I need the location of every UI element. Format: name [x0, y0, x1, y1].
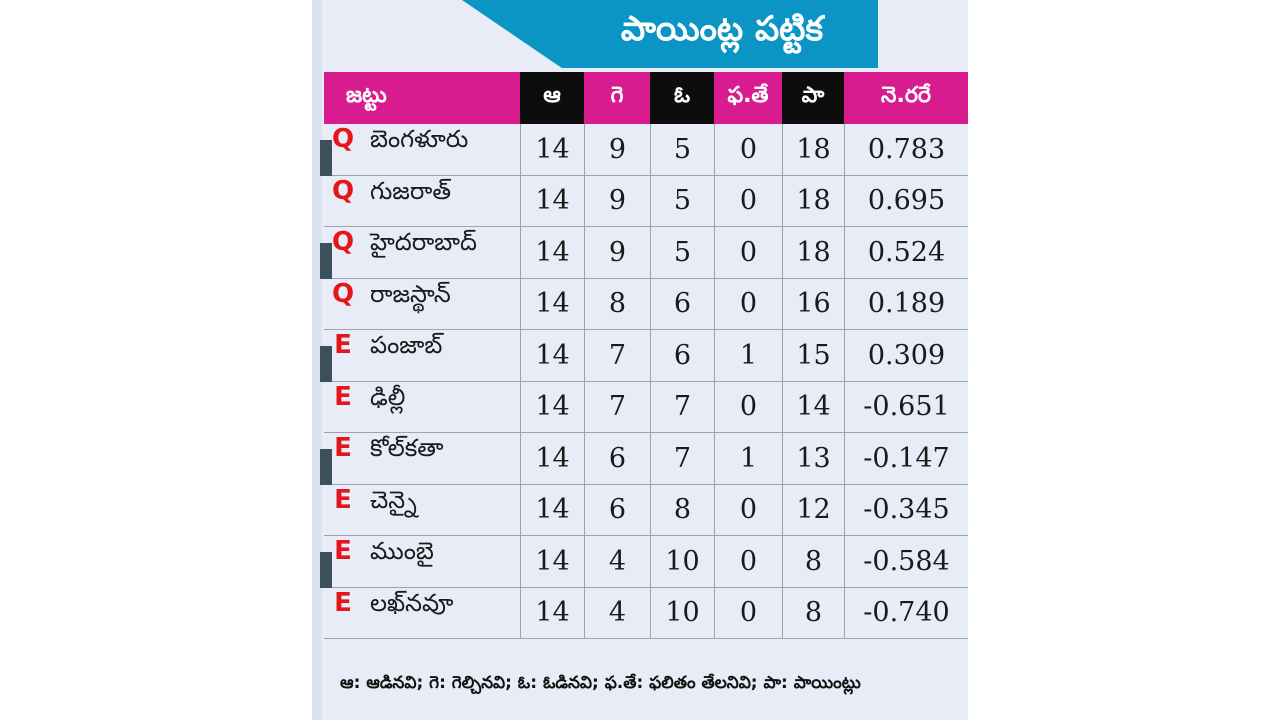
lost-cell: 10: [650, 588, 714, 640]
played-cell: 14: [520, 588, 584, 640]
team-name: కోల్‌కతా: [370, 434, 444, 462]
team-cell: [324, 485, 520, 537]
points-cell: 8: [782, 536, 844, 588]
won-cell: 6: [584, 485, 650, 537]
qualification-mark: E: [334, 330, 352, 360]
points-cell: 8: [782, 588, 844, 640]
won-cell: 4: [584, 588, 650, 640]
team-name: హైదరాబాద్: [370, 228, 477, 256]
row-side-bar: [320, 243, 332, 279]
played-cell: 14: [520, 227, 584, 279]
header-nrr: నె.రరే: [881, 83, 931, 108]
no-result-cell: 1: [714, 433, 782, 485]
team-cell: [324, 382, 520, 434]
table-row: [324, 433, 968, 485]
qualification-mark: E: [334, 381, 352, 412]
team-cell: [324, 176, 520, 228]
row-side-bar: [320, 552, 332, 588]
no-result-cell: 0: [714, 485, 782, 537]
no-result-cell: 0: [714, 176, 782, 228]
lost-cell: 7: [650, 382, 714, 434]
won-cell: 9: [584, 227, 650, 279]
qualification-mark: Q: [331, 175, 355, 206]
lost-cell: 10: [650, 536, 714, 588]
table-row: [324, 588, 968, 640]
table-row: [324, 485, 968, 537]
team-name: గుజరాత్: [370, 176, 451, 205]
team-cell: [324, 124, 520, 176]
table-row: [324, 330, 968, 382]
no-result-cell: 0: [714, 536, 782, 588]
lost-cell: 5: [650, 176, 714, 228]
qualification-mark: Q: [331, 227, 355, 257]
table-row: [324, 279, 968, 331]
row-side-bar: [320, 449, 332, 485]
won-cell: 7: [584, 382, 650, 434]
no-result-cell: 1: [714, 330, 782, 382]
nrr-cell: -0.147: [844, 433, 968, 485]
points-cell: 13: [782, 433, 844, 485]
header-points: పా: [782, 72, 844, 124]
lost-cell: 6: [650, 330, 714, 382]
legend-note: ఆ: ఆడినవి; గె: గెల్చినవి; ఓ: ఓడినవి; ఫ.తే: ఫలితం తేలనివి; పా: పాయింట్లు: [340, 673, 861, 693]
table-row: [324, 382, 968, 434]
header-team: జట్టు: [346, 83, 387, 108]
lost-cell: 5: [650, 227, 714, 279]
won-cell: 6: [584, 433, 650, 485]
won-cell: 9: [584, 176, 650, 228]
header-won: గె: [610, 83, 624, 108]
played-cell: 14: [520, 536, 584, 588]
table-row: [324, 176, 968, 228]
points-cell: 14: [782, 382, 844, 434]
nrr-cell: -0.651: [844, 382, 968, 434]
table-body: [324, 124, 968, 639]
lost-cell: 7: [650, 433, 714, 485]
team-cell: [324, 227, 520, 279]
played-cell: 14: [520, 485, 584, 537]
header-no-result: ఫ.తే: [727, 83, 769, 108]
points-cell: 18: [782, 176, 844, 228]
row-side-bar: [320, 140, 332, 176]
nrr-cell: 0.524: [844, 227, 968, 279]
row-side-bar: [320, 346, 332, 382]
table-row: [324, 536, 968, 588]
team-name: ఢిల్లీ: [370, 382, 406, 411]
no-result-cell: 0: [714, 588, 782, 640]
won-cell: 9: [584, 124, 650, 176]
no-result-cell: 0: [714, 227, 782, 279]
points-cell: 18: [782, 227, 844, 279]
won-cell: 7: [584, 330, 650, 382]
table-header: [324, 72, 968, 124]
no-result-cell: 0: [714, 279, 782, 331]
team-name: చెన్నై: [370, 485, 417, 514]
lost-cell: 6: [650, 279, 714, 331]
nrr-cell: -0.584: [844, 536, 968, 588]
team-cell: [324, 588, 520, 640]
qualification-mark: Q: [331, 278, 355, 309]
header-played: ఆ: [520, 72, 584, 124]
qualification-mark: E: [334, 484, 352, 515]
played-cell: 14: [520, 330, 584, 382]
won-cell: 8: [584, 279, 650, 331]
points-cell: 18: [782, 124, 844, 176]
lost-cell: 8: [650, 485, 714, 537]
nrr-cell: -0.345: [844, 485, 968, 537]
team-cell: [324, 433, 520, 485]
nrr-cell: 0.189: [844, 279, 968, 331]
table-row: [324, 124, 968, 176]
header-lost: ఓ: [650, 72, 714, 124]
points-cell: 15: [782, 330, 844, 382]
page-title: పాయింట్ల పట్టిక: [620, 9, 824, 49]
points-cell: 16: [782, 279, 844, 331]
team-name: బెంగళూరు: [370, 125, 469, 153]
lost-cell: 5: [650, 124, 714, 176]
team-name: రాజస్థాన్: [370, 279, 451, 308]
team-cell: [324, 279, 520, 331]
nrr-cell: -0.740: [844, 588, 968, 640]
no-result-cell: 0: [714, 124, 782, 176]
team-name: లఖ్‌నవూ: [370, 588, 454, 617]
points-cell: 12: [782, 485, 844, 537]
points-table: [324, 72, 968, 639]
team-cell: [324, 330, 520, 382]
team-name: పంజాబ్: [370, 331, 443, 359]
played-cell: 14: [520, 382, 584, 434]
qualification-mark: Q: [331, 124, 355, 154]
played-cell: 14: [520, 176, 584, 228]
nrr-cell: 0.309: [844, 330, 968, 382]
played-cell: 14: [520, 433, 584, 485]
no-result-cell: 0: [714, 382, 782, 434]
qualification-mark: E: [334, 587, 352, 618]
played-cell: 14: [520, 279, 584, 331]
table-row: [324, 227, 968, 279]
nrr-cell: 0.695: [844, 176, 968, 228]
played-cell: 14: [520, 124, 584, 176]
qualification-mark: E: [334, 536, 352, 566]
qualification-mark: E: [334, 433, 352, 463]
won-cell: 4: [584, 536, 650, 588]
team-cell: [324, 536, 520, 588]
team-name: ముంబై: [370, 537, 434, 565]
nrr-cell: 0.783: [844, 124, 968, 176]
